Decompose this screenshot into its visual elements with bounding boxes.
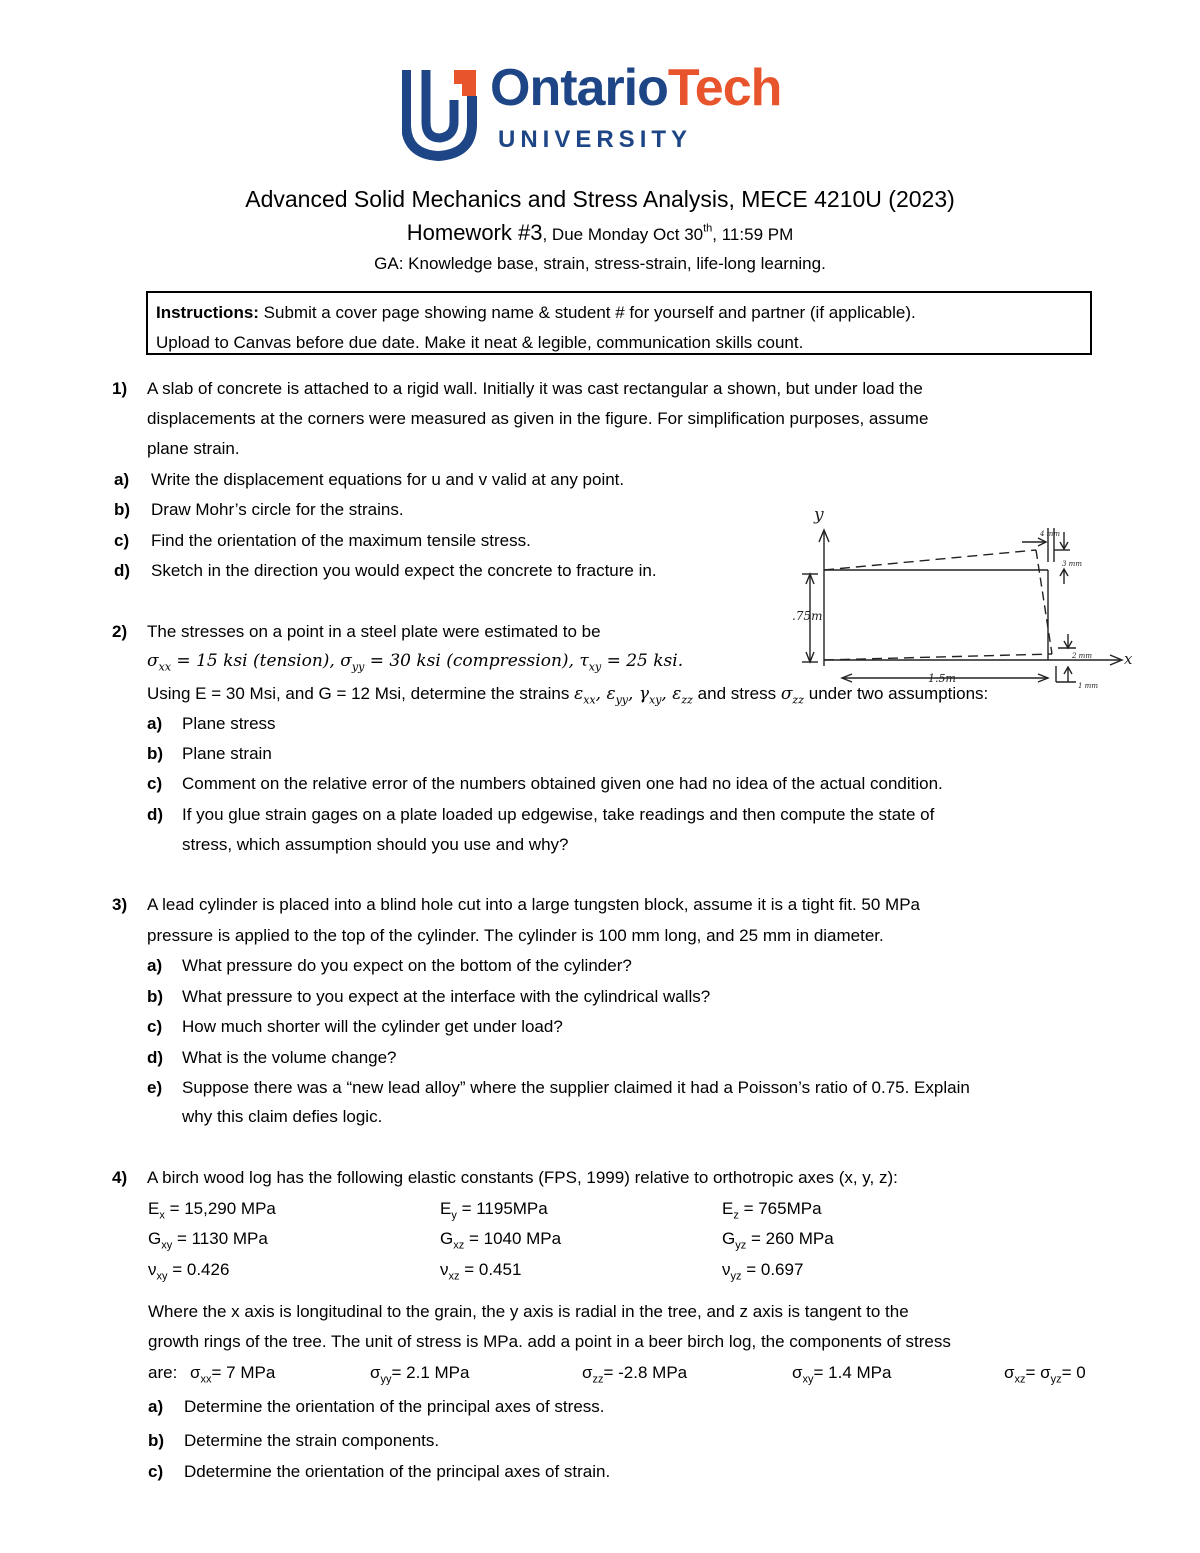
q1-number: 1) — [112, 379, 128, 398]
elastic-constant: $G_{yz} = 260$ MPa — [722, 1229, 834, 1252]
elastic-constant: $G_{xz} = 1040$ MPa — [440, 1229, 562, 1252]
q3-part-label: b) — [147, 987, 164, 1006]
corner-displacement-label: 1 mm — [1078, 682, 1098, 690]
brand-name: OntarioTech — [490, 59, 782, 117]
q1-part-label: b) — [114, 500, 131, 519]
height-dimension-label: .75m — [792, 609, 823, 623]
q4-part-text: Determine the orientation of the principal axes of stress. — [184, 1397, 605, 1416]
q2-text-line: The stresses on a point in a steel plate were estimated to be — [147, 622, 601, 641]
elastic-constant: $E_x = 15,290$ MPa — [148, 1199, 276, 1222]
q3-part-text: What pressure to you expect at the interface with the cylindrical walls? — [182, 987, 711, 1006]
course-title: Advanced Solid Mechanics and Stress Analysis, MECE 4210U (2023) — [245, 186, 955, 212]
q4-text-line: growth rings of the tree. The unit of stress is MPa. add a point in a beer birch log, the components of stress — [148, 1332, 951, 1351]
q3-part-text: Suppose there was a “new lead alloy” where the supplier claimed it had a Poisson’s ratio of 0.75. Explain — [182, 1078, 970, 1097]
q1-part-label: d) — [114, 561, 131, 580]
q4-part-text: Ddetermine the orientation of the principal axes of strain. — [184, 1462, 611, 1481]
q4-text-line: are: — [148, 1363, 178, 1382]
q1-part-text: Find the orientation of the maximum tensile stress. — [151, 531, 531, 550]
q2-text-line: Using E = 30 Msi, and G = 12 Msi, determine the strains $\varepsilon_{xx}$, $\varepsilon_{yy}$, $\gamma_{xy}$, $\varepsilon_{zz}$ and stress $\sigma_{zz}$ under two assumptions: — [147, 684, 989, 707]
q4-text-line: A birch wood log has the following elastic constants (FPS, 1999) relative to orthotropic axes (x, y, z): — [147, 1168, 898, 1187]
q1-part-text: Write the displacement equations for u and v valid at any point. — [151, 470, 625, 489]
elastic-constant: $\nu_{yz} = 0.697$ — [722, 1260, 804, 1283]
university-logo — [402, 59, 812, 162]
q2-part-text: Plane stress — [182, 714, 276, 733]
q3-part-label: c) — [147, 1017, 163, 1036]
q1-part-label: a) — [114, 470, 130, 489]
q3-part-text: What is the volume change? — [182, 1048, 397, 1067]
q3-part-label: d) — [147, 1048, 164, 1067]
q1-text-line: displacements at the corners were measured as given in the figure. For simplification purposes, assume — [147, 409, 929, 428]
q3-part-text: What pressure do you expect on the bottom of the cylinder? — [182, 956, 632, 975]
q1-part-text: Draw Mohr’s circle for the strains. — [151, 500, 404, 519]
y-axis-label: y — [814, 505, 824, 525]
elastic-constant: $E_z = 765MPa$ — [722, 1199, 822, 1222]
q2-part-text: Plane strain — [182, 744, 272, 763]
q4-part-label: a) — [148, 1397, 164, 1416]
q2-number: 2) — [112, 622, 128, 641]
stress-component: $\sigma_{yy}= 2.1$ MPa — [370, 1363, 470, 1386]
x-axis-label: x — [1124, 650, 1132, 668]
stress-component: $\sigma_{zz}= -2.8$ MPa — [582, 1363, 688, 1386]
q2-part-label: b) — [147, 744, 164, 763]
q2-stress-equation: $\sigma_{xx} = 15$ ksi (tension), $\sigma_{yy} = 30$ ksi (compression), $\tau_{xy} = 25$ ksi. — [147, 651, 684, 674]
instructions-box: Instructions: Submit a cover page showing name & student # for yourself and partner (if applicable). Upload to Canvas before due date. Make it neat & legible, communication skills count. — [146, 291, 1092, 355]
q4-part-label: c) — [148, 1462, 164, 1481]
instructions-label: Instructions: — [156, 303, 259, 322]
q3-part-text: why this claim defies logic. — [182, 1107, 383, 1126]
stress-component: $\sigma_{xx}= 7$ MPa — [190, 1363, 276, 1386]
shield-icon — [402, 66, 482, 162]
stress-component: $\sigma_{xz}= \sigma_{yz}= 0$ — [1004, 1363, 1086, 1386]
stress-component: $\sigma_{xy}= 1.4$ MPa — [792, 1363, 892, 1386]
q3-part-text: How much shorter will the cylinder get under load? — [182, 1017, 563, 1036]
q3-number: 3) — [112, 895, 128, 914]
concrete-slab-figure — [780, 498, 1132, 694]
q2-part-text: If you glue strain gages on a plate loaded up edgewise, take readings and then compute the state of — [182, 805, 935, 824]
q2-part-label: c) — [147, 774, 163, 793]
q1-text-line: A slab of concrete is attached to a rigid wall. Initially it was cast rectangular a shown, but under load the — [147, 379, 923, 398]
elastic-constant: $E_y = 1195MPa$ — [440, 1199, 548, 1222]
q1-part-label: c) — [114, 531, 130, 550]
homework-title: Homework #3, Due Monday Oct 30th, 11:59 PM — [406, 220, 794, 245]
q4-part-text: Determine the strain components. — [184, 1431, 440, 1450]
corner-displacement-label: 3 mm — [1062, 560, 1082, 568]
corner-displacement-label: 2 mm — [1072, 652, 1092, 660]
q3-text-line: A lead cylinder is placed into a blind hole cut into a large tungsten block, assume it is a tight fit. 50 MPa — [147, 895, 920, 914]
q2-part-text: stress, which assumption should you use and why? — [182, 835, 569, 854]
elastic-constant: $\nu_{xz} = 0.451$ — [440, 1260, 522, 1283]
elastic-constant: $G_{xy} = 1130$ MPa — [148, 1229, 268, 1252]
graduate-attributes: GA: Knowledge base, strain, stress-strain, life-long learning. — [374, 254, 826, 273]
elastic-constant: $\nu_{xy} = 0.426$ — [148, 1260, 230, 1283]
brand-subtitle: UNIVERSITY — [498, 126, 693, 153]
width-dimension-label: 1.5m — [928, 672, 956, 685]
q1-part-text: Sketch in the direction you would expect the concrete to fracture in. — [151, 561, 657, 580]
q4-text-line: Where the x axis is longitudinal to the grain, the y axis is radial in the tree, and z axis is tangent to the — [148, 1302, 909, 1321]
q1-text-line: plane strain. — [147, 439, 240, 458]
q4-part-label: b) — [148, 1431, 165, 1450]
q3-text-line: pressure is applied to the top of the cylinder. The cylinder is 100 mm long, and 25 mm in diameter. — [147, 926, 884, 945]
q4-number: 4) — [112, 1168, 128, 1187]
corner-displacement-label: 4 mm — [1040, 530, 1060, 538]
q2-part-text: Comment on the relative error of the numbers obtained given one had no idea of the actual condition. — [182, 774, 943, 793]
q3-part-label: a) — [147, 956, 163, 975]
q2-part-label: a) — [147, 714, 163, 733]
q2-part-label: d) — [147, 805, 164, 824]
q3-part-label: e) — [147, 1078, 163, 1097]
